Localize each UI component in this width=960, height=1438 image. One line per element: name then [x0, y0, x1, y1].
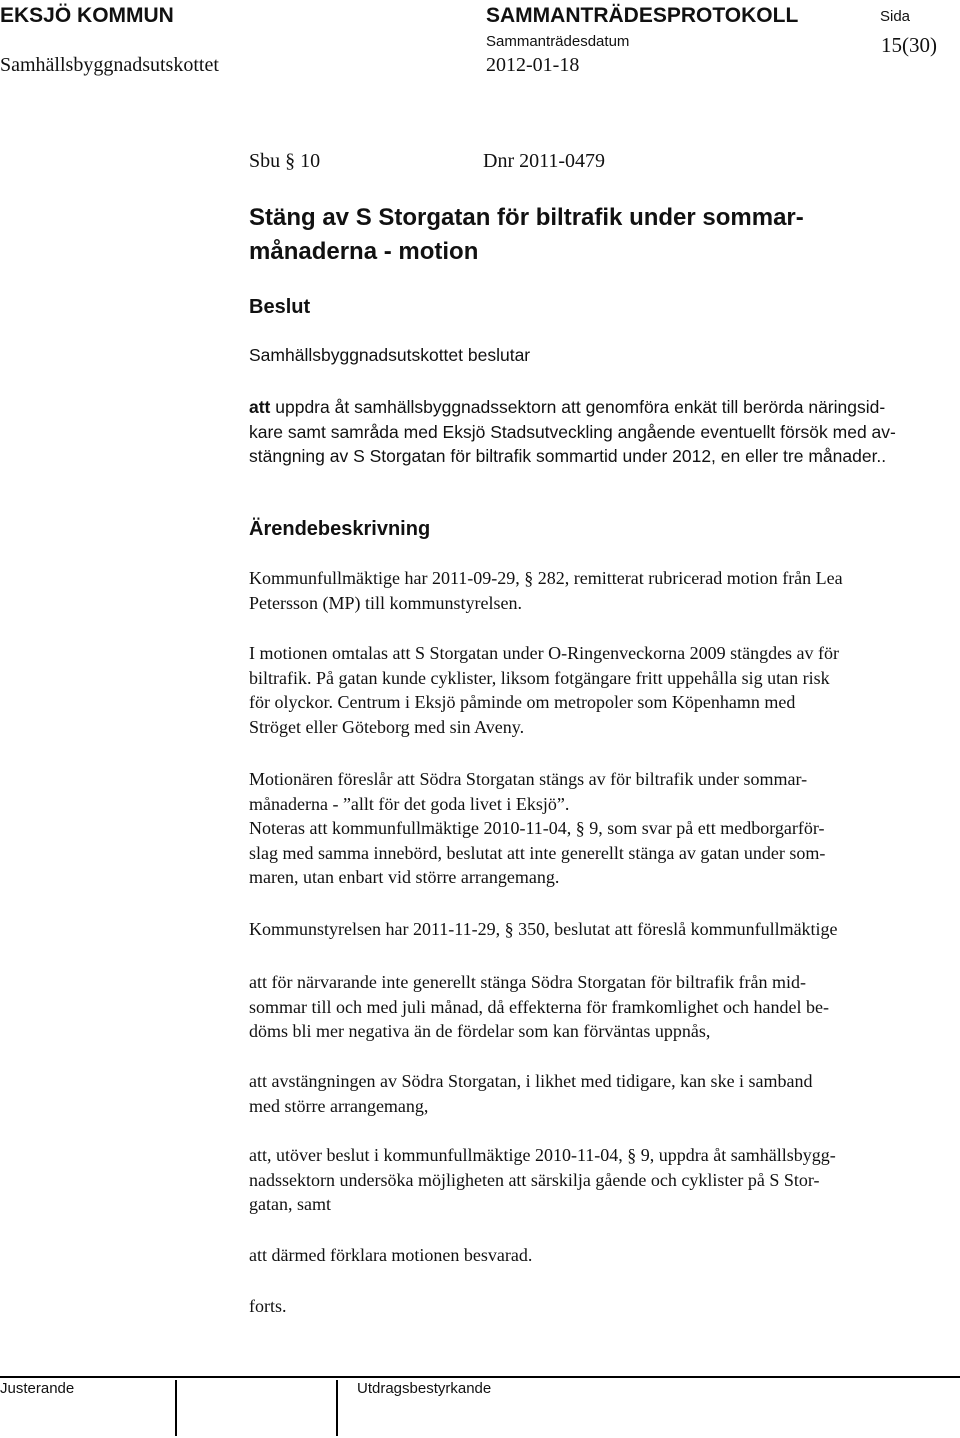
att-keyword: att [249, 397, 271, 417]
justerande-label: Justerande [0, 1380, 75, 1397]
paragraph: I motionen omtalas att S Storgatan under O-Ringenveckorna 2009 stängdes av för biltrafik. På gatan kunde cyklister, liksom fotgängare fritt uppehålla sig utan risk för olyckor. Centrum i Eksjö påminde om metropoler som Köpenhamn med Ströget eller Göteborg med sin Aveny. [249, 643, 840, 737]
page-title [249, 201, 804, 269]
diary-number: Dnr 2011-0479 [483, 150, 606, 172]
beslut-line: kare samt samråda med Eksjö Stadsutveckling angående eventuellt försök med av- [249, 421, 896, 442]
page-number: 15(30) [881, 33, 937, 57]
page-label: Sida [880, 8, 911, 25]
paragraph: Kommunfullmäktige har 2011-09-29, § 282, remitterat rubricerad motion från Lea Petersson (MP) till kommunstyrelsen. [249, 568, 843, 613]
paragraph: att, utöver beslut i kommunfullmäktige 2010-11-04, § 9, uppdra åt samhällsbygg- nadssektorn undersöka möjligheten att särskilja gående och cyklister på S Stor- gatan, samt [249, 1145, 836, 1214]
beslut-line: stängning av S Storgatan för biltrafik sommartid under 2012, en eller tre månader.. [249, 446, 887, 466]
document-type: SAMMANTRÄDESPROTOKOLL [486, 4, 799, 27]
arende-heading: Ärendebeskrivning [249, 518, 431, 540]
paragraph: Kommunstyrelsen har 2011-11-29, § 350, beslutat att föreslå kommunfullmäktige [249, 919, 838, 939]
paragraph: att för närvarande inte generellt stänga Södra Storgatan för biltrafik från mid- sommar till och med juli månad, då effekterna för framkomlighet och handel be- döms bli mer negativa än de fördelar som kan förväntas uppnås, [249, 972, 829, 1041]
beslut-intro: Samhällsbyggnadsutskottet beslutar [249, 345, 531, 365]
section-reference: Sbu § 10 [249, 150, 321, 172]
beslut-text [249, 395, 896, 469]
signature-box-divider [175, 1380, 177, 1436]
org-name: EKSJÖ KOMMUN [0, 4, 174, 27]
committee-name: Samhällsbyggnadsutskottet [0, 54, 219, 76]
meeting-date-label: Sammanträdesdatum [486, 33, 630, 50]
continued-note: forts. [249, 1296, 287, 1316]
signature-box-divider [336, 1380, 338, 1436]
meeting-date: 2012-01-18 [486, 54, 580, 76]
title-line: månaderna - motion [249, 238, 479, 265]
utdragsbestyrkande-label: Utdragsbestyrkande [357, 1380, 492, 1397]
paragraph: Motionären föreslår att Södra Storgatan stängs av för biltrafik under sommar- månaderna - ”allt för det goda livet i Eksjö”. Noteras att kommunfullmäktige 2010-11-04, § 9, som svar på ett medborgarför- slag med samma innebörd, beslutat att inte generellt stänga av gatan under som- maren, utan enbart vid större arrangemang. [249, 769, 826, 887]
footer-divider [0, 1376, 960, 1378]
title-line: Stäng av S Storgatan för biltrafik under sommar- [249, 204, 804, 231]
beslut-line: att uppdra åt samhällsbyggnadssektorn att genomföra enkät till berörda näringsid- [249, 397, 886, 417]
paragraph: att avstängningen av Södra Storgatan, i likhet med tidigare, kan ske i samband med större arrangemang, [249, 1071, 813, 1116]
paragraph: att därmed förklara motionen besvarad. [249, 1245, 533, 1265]
beslut-heading: Beslut [249, 296, 311, 318]
